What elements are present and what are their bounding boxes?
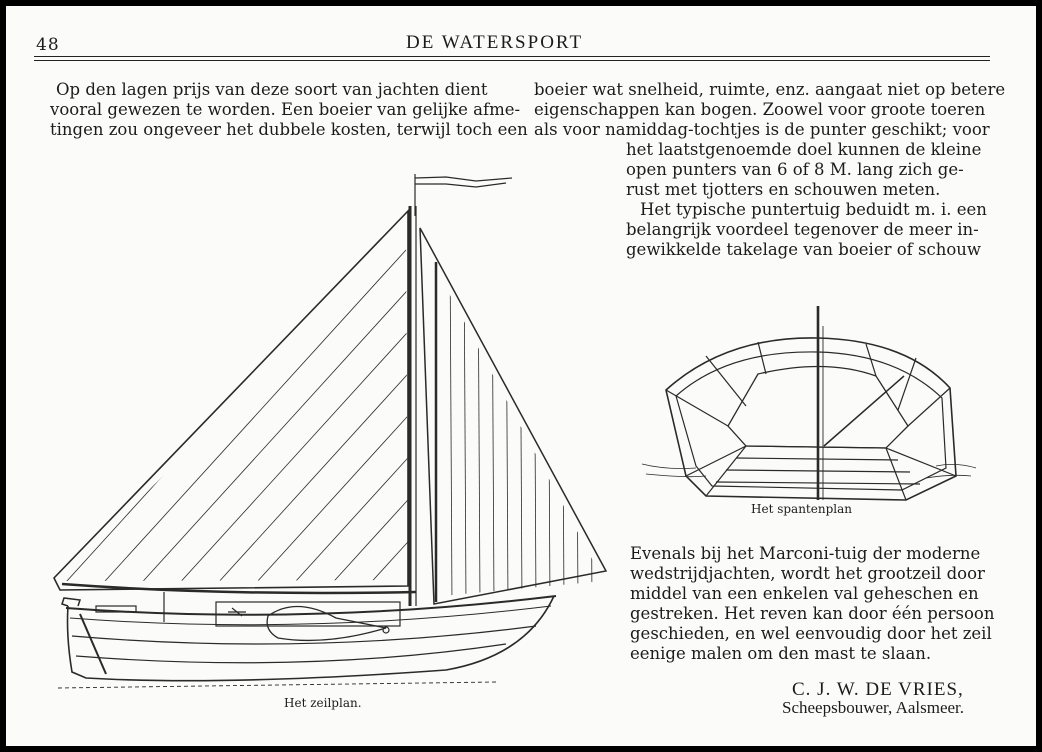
right-line-7: Het typische puntertuig beduidt m. i. een [640,200,987,219]
right-line-2: eigenschappen kan bogen. Zoowel voor groote toeren [534,100,986,119]
lower-line-3: middel van een enkelen val geheschen en [630,584,979,603]
magazine-page [6,6,1036,746]
sail-plan-caption: Het zeilplan. [284,696,362,710]
left-line-2: vooral gewezen te worden. Een boeier van gelijke afme- [50,100,521,119]
lower-line-5: geschieden, en wel eenvoudig door het zeil [630,624,992,643]
frame-plan-drawing [6,6,1036,746]
right-line-5: open punters van 6 of 8 M. lang zich ge- [626,160,964,179]
lower-line-1: Evenals bij het Marconi-tuig der moderne [630,544,981,563]
running-title: DE WATERSPORT [406,32,584,53]
left-line-1: Op den lagen prijs van deze soort van jachten dient [56,80,488,99]
frame-outer [666,338,956,500]
left-line-3: tingen zou ongeveer het dubbele kosten, terwijl toch een [50,120,528,139]
right-line-8: belangrijk voordeel tegenover de meer in- [626,220,979,239]
author-title: Scheepsbouwer, Aalsmeer. [782,698,965,717]
right-line-6: rust met tjotters en schouwen meten. [626,180,941,199]
right-line-3: als voor namiddag-tochtjes is de punter geschikt; voor [534,120,990,139]
right-line-4: het laatstgenoemde doel kunnen de kleine [626,140,982,159]
right-line-1: boeier wat snelheid, ruimte, enz. aangaat niet op betere [534,80,1006,99]
page-number: 48 [36,35,60,55]
lower-line-2: wedstrijdjachten, wordt het grootzeil door [630,564,985,583]
author-name: C. J. W. DE VRIES, [792,679,964,700]
frame-plan-caption: Het spantenplan [751,502,852,516]
lower-line-6: eenige malen om den mast te slaan. [630,644,932,663]
lower-line-4: gestreken. Het reven kan door één persoon [630,604,995,623]
right-line-9: gewikkelde takelage van boeier of schouw [626,240,982,259]
